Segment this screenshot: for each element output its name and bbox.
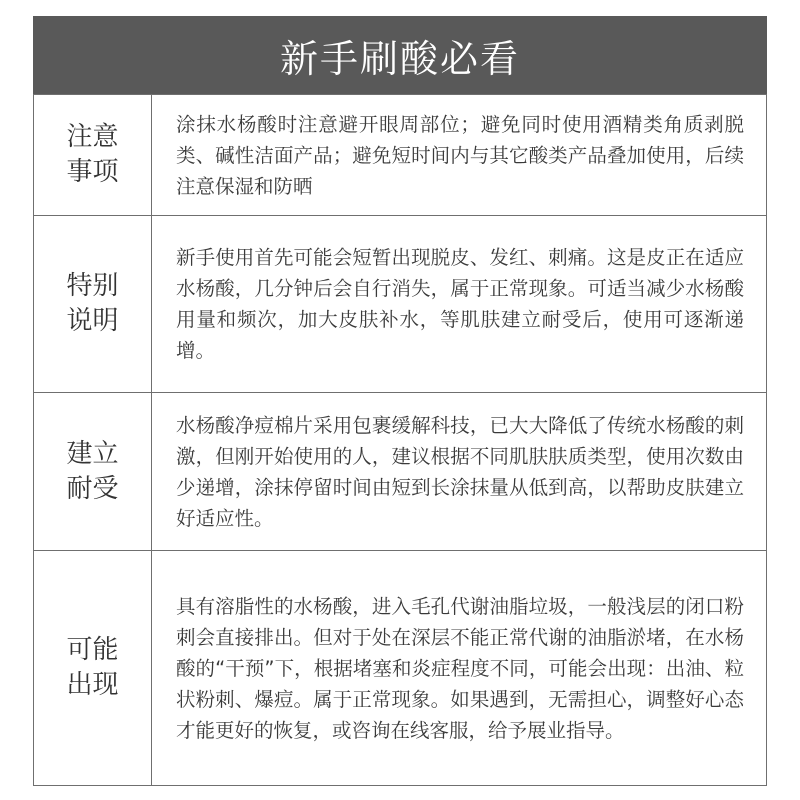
row-content: 新手使用首先可能会短暂出现脱皮、发红、刺痛。这是皮正在适应水杨酸，几分钟后会自行消失，属于正常现象。可适当减少水杨酸用量和频次，加大皮肤补水，等肌肤建立耐受后，使用可逐渐递增。 bbox=[152, 216, 767, 393]
row-label-line: 耐受 bbox=[66, 473, 119, 504]
table-row bbox=[34, 551, 767, 786]
row-content: 具有溶脂性的水杨酸，进入毛孔代谢油脂垃圾，一般浅层的闭口粉刺会直接排出。但对于处在深层不能正常代谢的油脂淤堵，在水杨酸的“干预”下，根据堵塞和炎症程度不同，可能会出现：出油、粒状粉刺、爆痘。属于正常现象。如果遇到，无需担心，调整好心态才能更好的恢复，或咨询在线客服，给予展业指导。 bbox=[152, 551, 767, 786]
tips-table bbox=[33, 94, 767, 786]
row-label-line: 特别 bbox=[66, 271, 119, 301]
info-card bbox=[33, 16, 767, 786]
table-row bbox=[34, 216, 767, 393]
row-label bbox=[34, 393, 152, 551]
row-content: 水杨酸净痘棉片采用包裹缓解科技，已大大降低了传统水杨酸的刺激，但刚开始使用的人，建议根据不同肌肤肤质类型，使用次数由少递增，涂抹停留时间由短到长涂抹量从低到高，以帮助皮肤建立好适应性。 bbox=[152, 393, 767, 551]
row-label-line: 事项 bbox=[66, 157, 119, 187]
row-content: 涂抹水杨酸时注意避开眼周部位；避免同时使用酒精类角质剥脱类、碱性洁面产品；避免短时间内与其它酸类产品叠加使用，后续注意保湿和防晒 bbox=[152, 95, 767, 216]
row-label-line: 出现 bbox=[66, 670, 119, 700]
table-row bbox=[34, 393, 767, 551]
row-label-line: 说明 bbox=[66, 306, 119, 336]
row-label-line: 可能 bbox=[66, 635, 119, 665]
row-label bbox=[34, 95, 152, 216]
table-row bbox=[34, 95, 767, 216]
row-label-line: 建立 bbox=[66, 438, 119, 469]
row-label-line: 注意 bbox=[66, 122, 119, 152]
row-label bbox=[34, 216, 152, 393]
row-label bbox=[34, 551, 152, 786]
page-title: 新手刷酸必看 bbox=[33, 16, 767, 94]
